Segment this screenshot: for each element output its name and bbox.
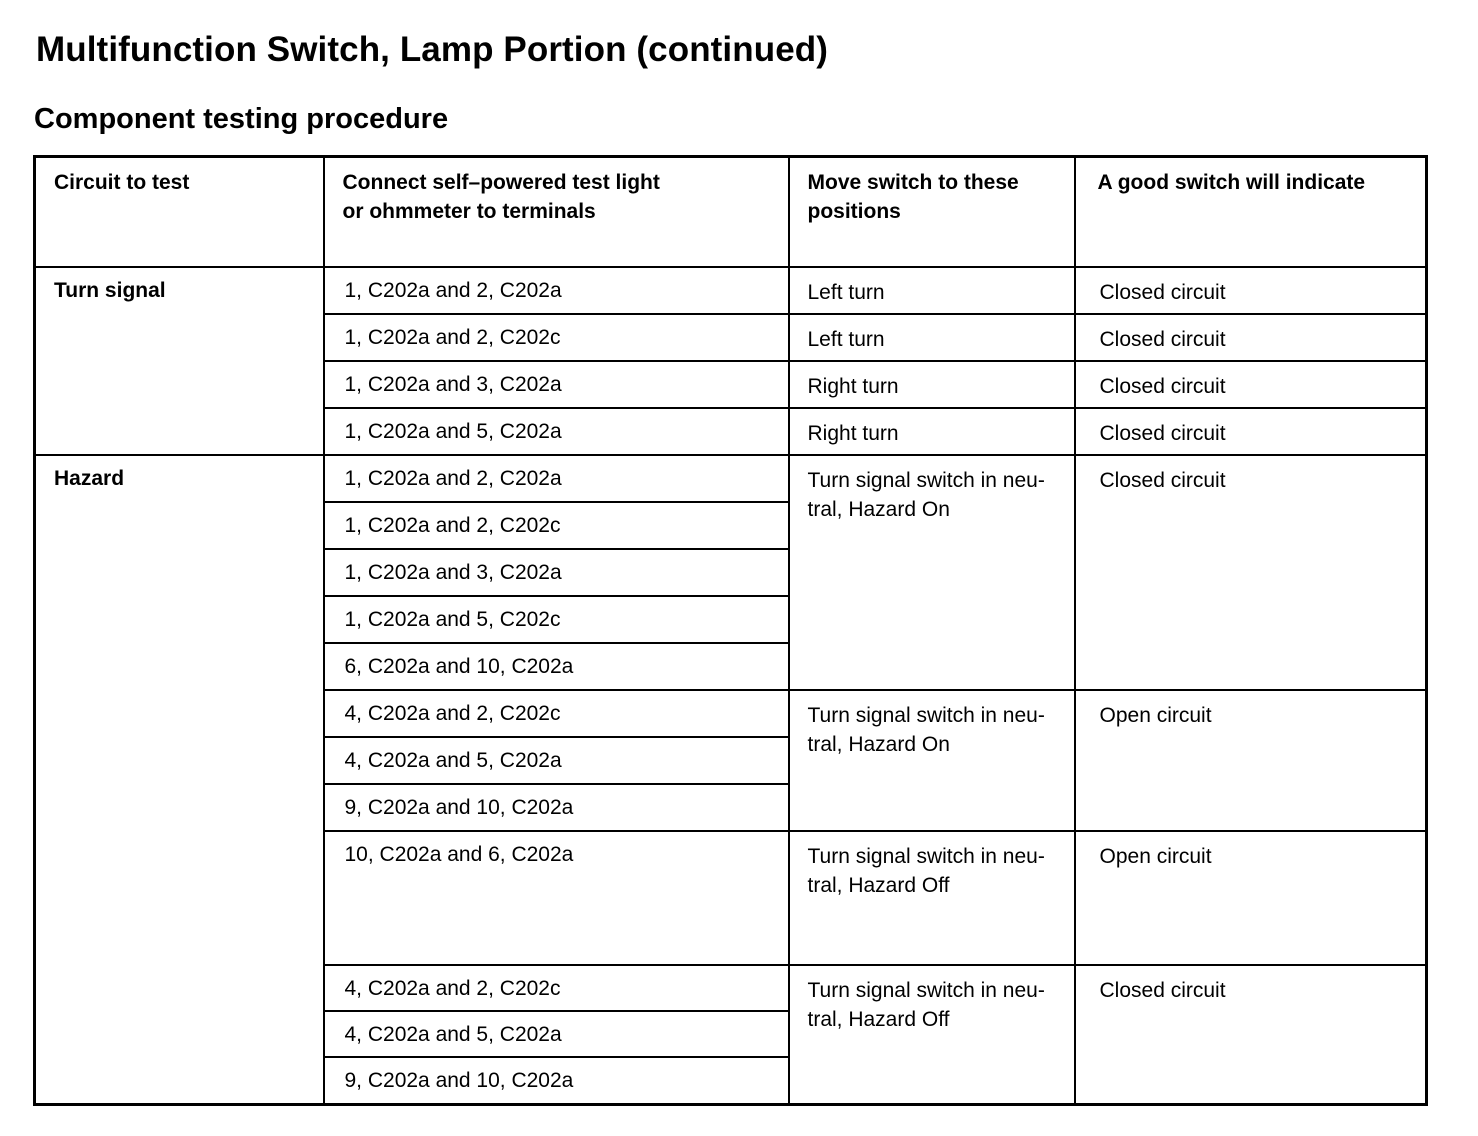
terminals-cell: 10, C202a and 6, C202a (324, 831, 789, 965)
terminals-cell: 9, C202a and 10, C202a (324, 1057, 789, 1104)
position-line1: Turn signal switch in neu- (807, 469, 1045, 492)
header-positions (789, 157, 1075, 268)
indication-cell: Closed circuit (1075, 314, 1427, 361)
terminals-cell: 9, C202a and 10, C202a (324, 784, 789, 831)
indication-cell: Closed circuit (1075, 267, 1427, 314)
table-header-row (35, 157, 1427, 268)
indication-cell: Closed circuit (1075, 455, 1427, 690)
indication-cell: Open circuit (1075, 690, 1427, 831)
header-circuit: Circuit to test (35, 157, 324, 268)
position-line1: Turn signal switch in neu- (807, 979, 1045, 1002)
indication-cell: Closed circuit (1075, 408, 1427, 455)
table-row (35, 455, 1427, 502)
position-cell: Right turn (789, 361, 1075, 408)
position-cell (789, 690, 1075, 831)
header-terminals (324, 157, 789, 268)
position-cell (789, 831, 1075, 965)
table-row (35, 267, 1427, 314)
section-subtitle: Component testing procedure (34, 103, 449, 135)
terminals-cell: 1, C202a and 5, C202c (324, 596, 789, 643)
terminals-cell: 1, C202a and 3, C202a (324, 549, 789, 596)
position-cell (789, 455, 1075, 690)
header-terminals-line1: Connect self–powered test light (342, 171, 660, 194)
terminals-cell: 1, C202a and 2, C202a (324, 267, 789, 314)
page-title: Multifunction Switch, Lamp Portion (continued) (36, 30, 829, 69)
circuit-turn-signal: Turn signal (35, 267, 324, 455)
position-line2: tral, Hazard On (807, 733, 950, 756)
position-line1: Turn signal switch in neu- (807, 704, 1045, 727)
indication-cell: Closed circuit (1075, 965, 1427, 1104)
position-line2: tral, Hazard On (807, 498, 950, 521)
terminals-cell: 4, C202a and 2, C202c (324, 690, 789, 737)
terminals-cell: 4, C202a and 2, C202c (324, 965, 789, 1011)
terminals-cell: 1, C202a and 2, C202a (324, 455, 789, 502)
indication-cell: Open circuit (1075, 831, 1427, 965)
header-positions-line2: positions (807, 200, 901, 223)
header-indicate: A good switch will indicate (1075, 157, 1427, 268)
terminals-cell: 1, C202a and 2, C202c (324, 314, 789, 361)
indication-cell: Closed circuit (1075, 361, 1427, 408)
terminals-cell: 1, C202a and 2, C202c (324, 502, 789, 549)
header-terminals-line2: or ohmmeter to terminals (342, 200, 596, 223)
circuit-hazard: Hazard (35, 455, 324, 1104)
component-testing-table (33, 155, 1428, 1106)
position-line1: Turn signal switch in neu- (807, 845, 1045, 868)
terminals-cell: 1, C202a and 5, C202a (324, 408, 789, 455)
position-cell: Left turn (789, 314, 1075, 361)
position-cell: Right turn (789, 408, 1075, 455)
terminals-cell: 4, C202a and 5, C202a (324, 1011, 789, 1057)
terminals-cell: 6, C202a and 10, C202a (324, 643, 789, 690)
position-cell: Left turn (789, 267, 1075, 314)
terminals-cell: 4, C202a and 5, C202a (324, 737, 789, 784)
position-cell (789, 965, 1075, 1104)
header-positions-line1: Move switch to these (807, 171, 1019, 194)
position-line2: tral, Hazard Off (807, 1008, 950, 1031)
position-line2: tral, Hazard Off (807, 874, 950, 897)
terminals-cell: 1, C202a and 3, C202a (324, 361, 789, 408)
